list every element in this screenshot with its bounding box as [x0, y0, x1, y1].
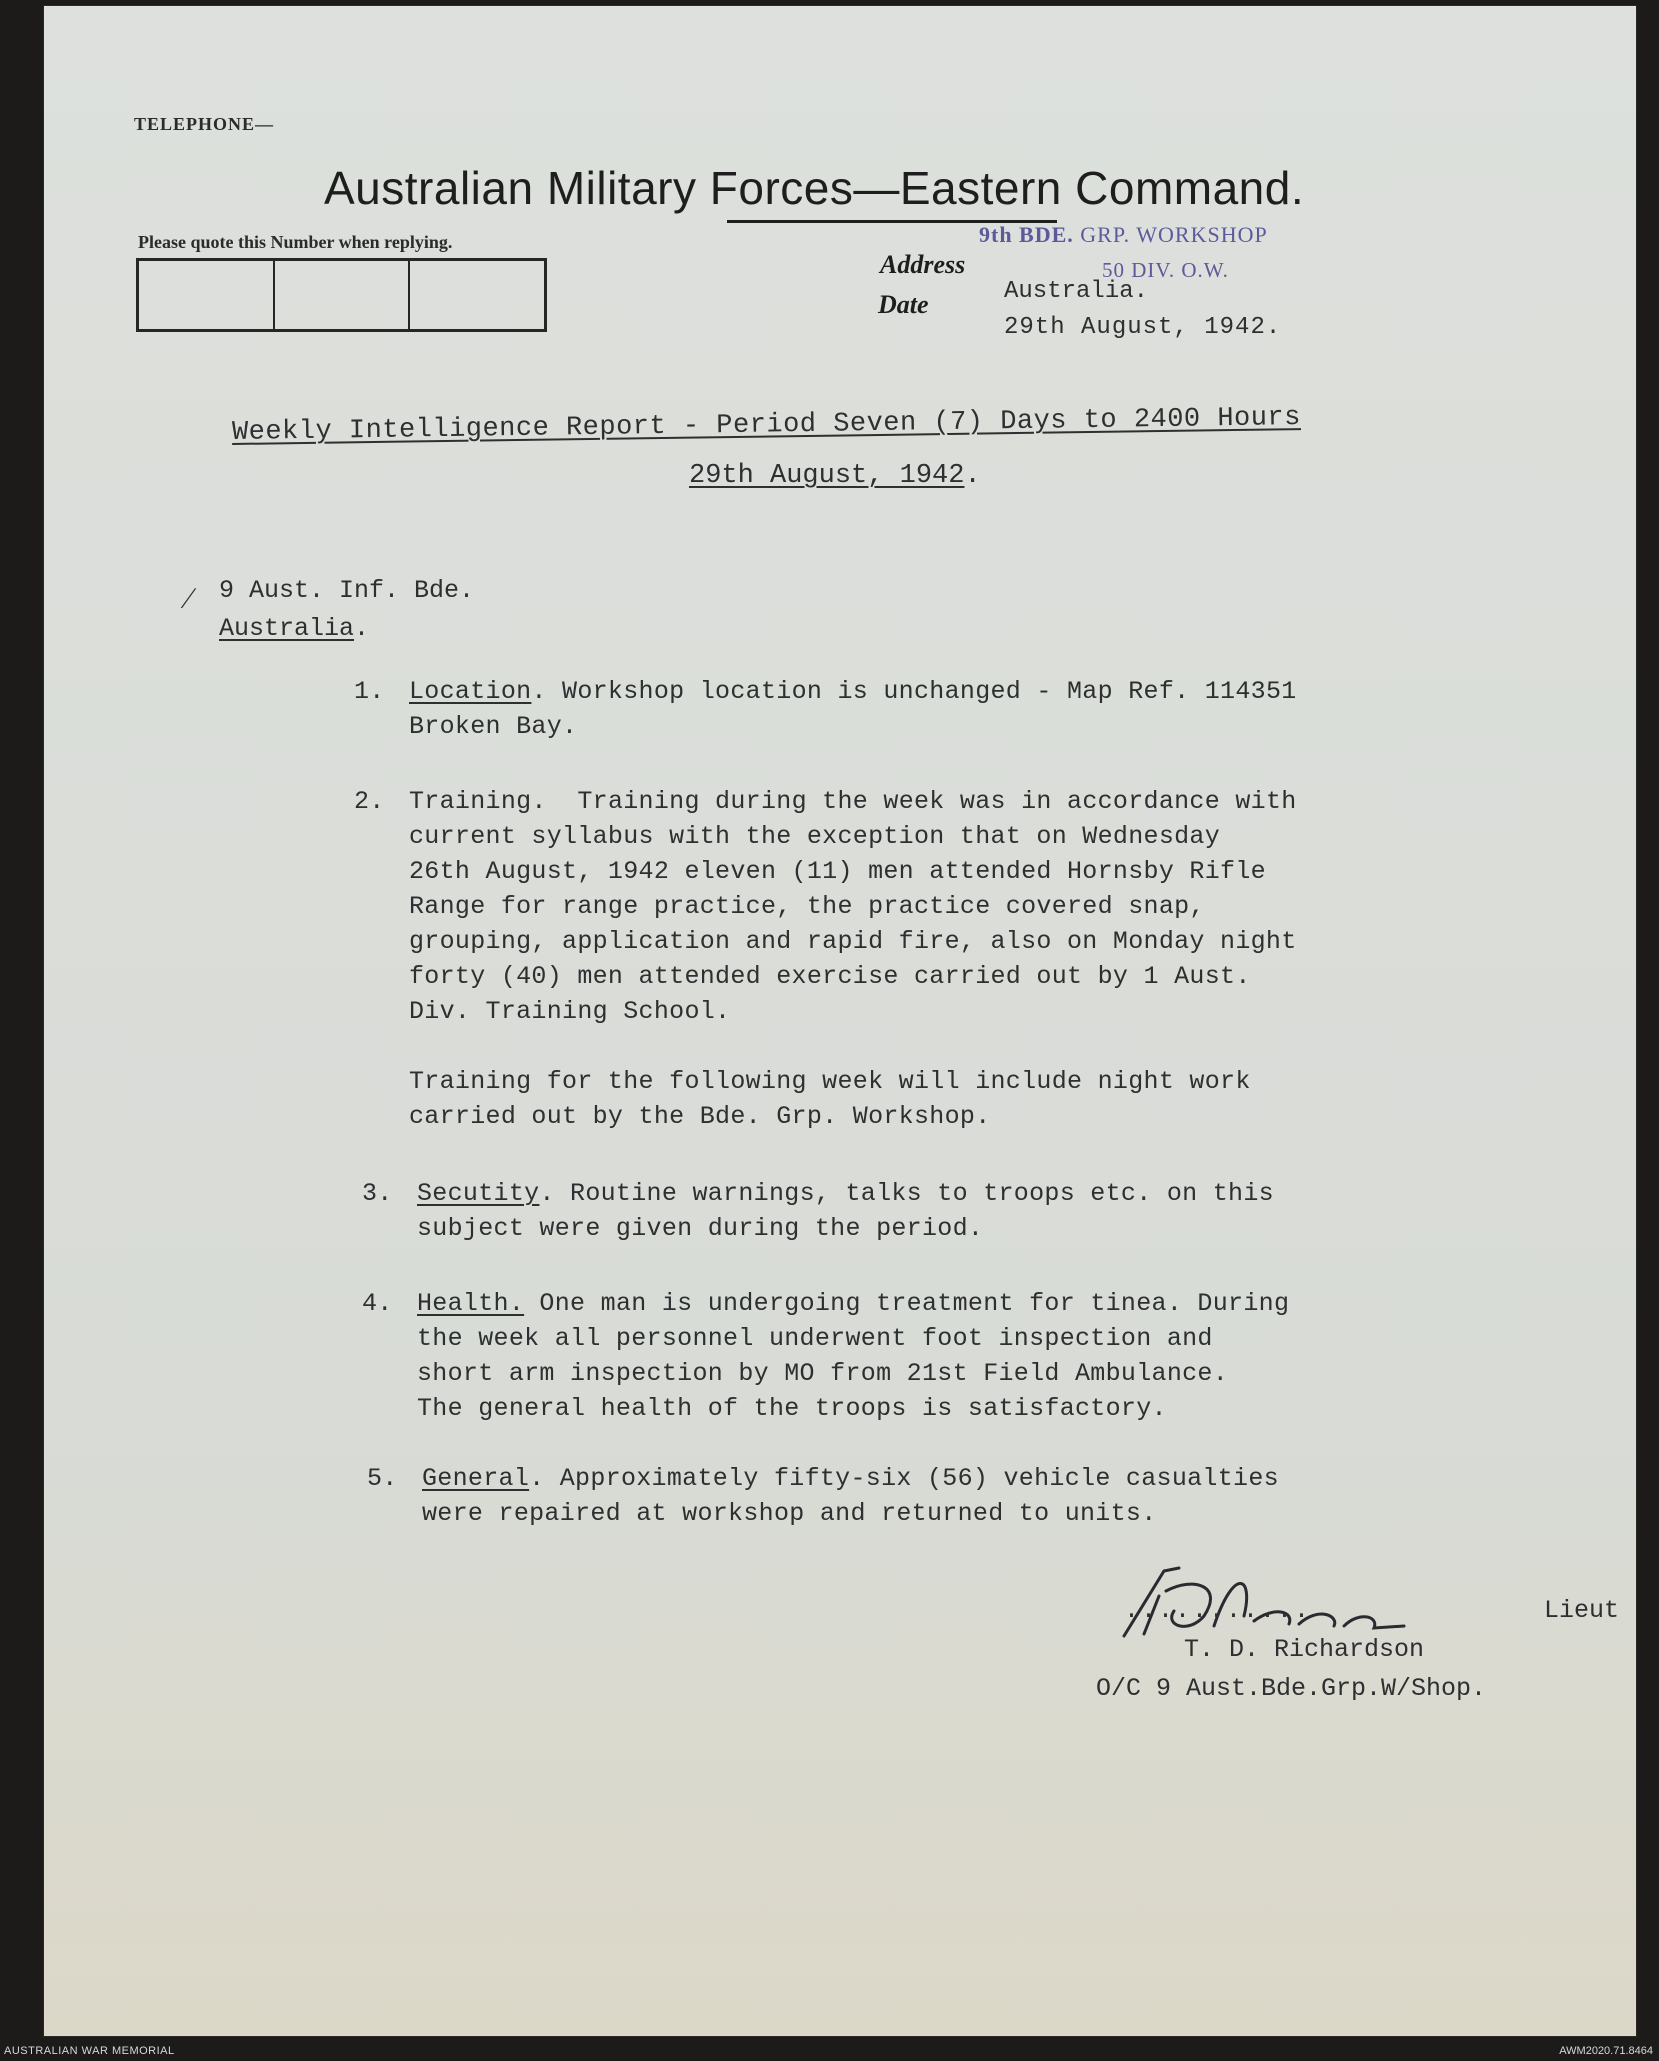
- document-sheet: [44, 6, 1636, 2036]
- reference-number-box: [136, 258, 547, 332]
- telephone-label: TELEPHONE—: [134, 114, 275, 134]
- item-body: [409, 784, 1297, 1134]
- signatory-name: T. D. Richardson: [1184, 1635, 1425, 1664]
- item-heading: General: [422, 1464, 530, 1493]
- address-label: Address: [880, 250, 966, 279]
- unit-stamp-line1: [979, 222, 1268, 248]
- reference-cell: [139, 261, 275, 329]
- check-mark-icon: ∕: [186, 582, 192, 615]
- unit-name: 9 Aust. Inf. Bde.: [219, 576, 475, 605]
- unit-stamp-prefix: 9th BDE.: [979, 222, 1074, 247]
- item-number: 5.: [367, 1464, 398, 1493]
- report-title-line1: Weekly Intelligence Report - Period Seven (7) Days to 2400 Hours: [231, 403, 1302, 448]
- item-heading: Secutity: [417, 1179, 540, 1208]
- item-number: 2.: [354, 787, 385, 816]
- date-value: 29th August, 1942.: [1004, 314, 1282, 341]
- address-value: Australia.: [1004, 278, 1149, 305]
- item-heading: Training.: [409, 787, 547, 816]
- unit-location-text: Australia: [219, 614, 355, 643]
- item-text: . Approximately fifty-six (56) vehicle casualties were repaired at workshop and returned to units.: [422, 1464, 1279, 1528]
- unit-stamp-rest: GRP. WORKSHOP: [1080, 222, 1268, 247]
- item-number: 3.: [362, 1179, 393, 1208]
- reference-cell: [275, 261, 411, 329]
- item-heading: Health.: [417, 1289, 525, 1318]
- letterhead-title: Australian Military Forces—Eastern Command.: [324, 162, 1305, 214]
- reference-cell: [410, 261, 544, 329]
- item-text: One man is undergoing treatment for tinea. During the week all personnel underwent foot inspection and short arm inspection by MO from 21st Field Ambulance. The general health of the troops is satisfactory.: [417, 1289, 1290, 1423]
- signatory-position: O/C 9 Aust.Bde.Grp.W/Shop.: [1096, 1674, 1487, 1703]
- archive-credit: AUSTRALIAN WAR MEMORIAL: [4, 2045, 175, 2057]
- unit-stamp-line2: 50 DIV. O.W.: [1102, 258, 1229, 282]
- item-body: [417, 1286, 1289, 1426]
- item-text: . Workshop location is unchanged - Map Ref. 114351 Broken Bay.: [409, 677, 1297, 741]
- item-number: 4.: [362, 1289, 393, 1318]
- item-body: [422, 1461, 1279, 1531]
- report-title-line2: 29th August, 1942.: [689, 461, 981, 491]
- signature-line: ...........: [1124, 1596, 1312, 1625]
- item-body: [417, 1176, 1274, 1246]
- quote-number-note: Please quote this Number when replying.: [138, 232, 453, 252]
- item-text: . Routine warnings, talks to troops etc. on this subject were given during the period.: [417, 1179, 1274, 1243]
- item-body: [409, 674, 1297, 744]
- report-title-date: 29th August, 1942: [689, 461, 965, 491]
- item-number: 1.: [354, 677, 385, 706]
- archive-reference: AWM2020.71.8464: [1559, 2045, 1653, 2057]
- item-text: Training during the week was in accordance with current syllabus with the exception that on Wednesday 26th August, 1942 eleven (11) men attended Hornsby Rifle Range for range practice, the practice covered snap, grouping, application and rapid fire, also on Monday night forty (40) men attended exercise carried out by 1 Aust. Div. Training School. Training for the following week will include night work carried out by the Bde. Grp. Workshop.: [409, 787, 1297, 1131]
- item-heading: Location: [409, 677, 532, 706]
- unit-location: Australia.: [219, 614, 370, 643]
- date-label: Date: [878, 290, 929, 319]
- signatory-rank: Lieut: [1544, 1596, 1620, 1625]
